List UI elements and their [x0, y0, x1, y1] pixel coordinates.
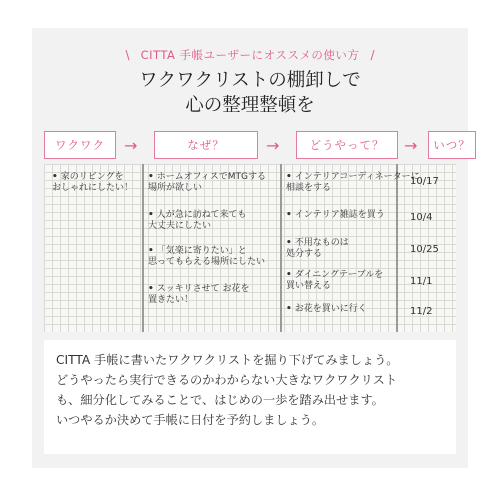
arrow-icon: →: [124, 136, 138, 155]
page-title: [32, 68, 468, 118]
note-why-4: • スッキリさせて お花を 置きたい！: [148, 284, 250, 305]
note-when-2: 10/4: [410, 212, 433, 223]
note-when-3: 10/25: [410, 244, 439, 255]
note-when-1: 10/17: [410, 176, 439, 187]
note-wakuwaku: • 家のリビングを おしゃれにしたい！: [52, 172, 134, 193]
description-line: も、細分化してみることで、はじめの一歩を踏み出せます。: [56, 393, 384, 407]
note-how-1: • インテリアコーディネーターに 相談をする: [286, 172, 420, 193]
description-box: [44, 340, 456, 454]
note-why-1: • ホームオフィスでMTGする 場所が欲しい: [148, 172, 267, 193]
note-why-2: • 人が急に訪ねて来ても 大丈夫にしたい: [148, 210, 247, 231]
note-how-5: • お花を買いに行く: [286, 304, 367, 314]
description-line: どうやったら実行できるのかわからない大きなワクワクリスト: [56, 373, 398, 387]
note-how-4: • ダイニングテーブルを 買い替える: [286, 270, 384, 291]
arrow-icon: →: [266, 136, 280, 155]
description-line: CITTA 手帳に書いたワクワクリストを掘り下げてみましょう。: [56, 353, 399, 367]
column-divider: [142, 164, 144, 332]
step-wakuwaku: ワクワク: [44, 131, 116, 159]
arrow-icon: →: [404, 136, 418, 155]
subtitle: CITTA 手帳ユーザーにオススメの使い方: [140, 48, 360, 62]
flow-steps: [44, 131, 471, 159]
notebook-photo: [44, 164, 456, 332]
note-why-3: • 「気楽に寄りたい」と 思ってもらえる場所にしたい: [148, 246, 266, 267]
slash-left: \: [125, 48, 130, 62]
content-card: [32, 28, 471, 468]
note-how-3: • 不用なものは 処分する: [286, 238, 349, 259]
note-when-5: 11/2: [410, 306, 433, 317]
slash-right: /: [370, 48, 375, 62]
title-line-2: 心の整理整頓を: [185, 95, 315, 116]
note-when-4: 11/1: [410, 276, 433, 287]
step-naze: なぜ？: [154, 131, 258, 159]
note-how-2: • インテリア雑誌を買う: [286, 210, 385, 220]
description-line: いつやるか決めて手帳に日付を予約しましょう。: [56, 413, 325, 427]
subtitle-row: [32, 44, 468, 63]
title-line-1: ワクワクリストの棚卸しで: [139, 70, 361, 91]
step-itsu: いつ？: [428, 131, 476, 159]
column-divider: [280, 164, 282, 332]
step-douyatte: どうやって？: [296, 131, 398, 159]
